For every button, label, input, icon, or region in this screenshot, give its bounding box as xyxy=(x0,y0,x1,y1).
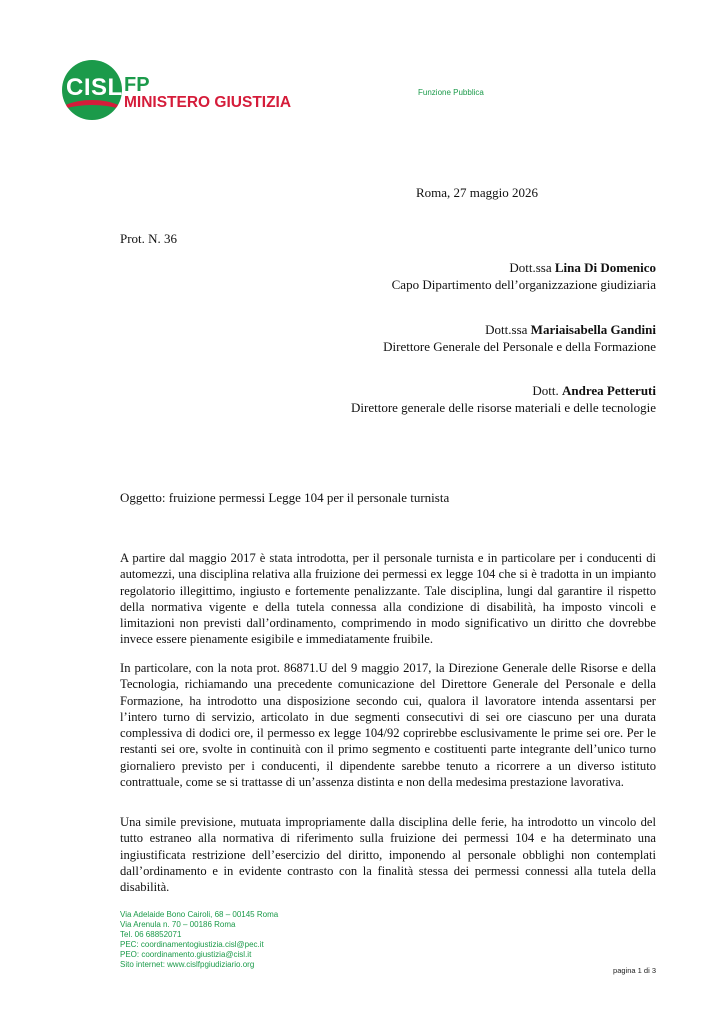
recipient-1-fullname: Lina Di Domenico xyxy=(554,260,656,275)
recipient-1-title: Dott.ssa xyxy=(509,260,552,275)
recipient-2-name xyxy=(485,321,656,339)
logo-cisl-text: CISL xyxy=(66,74,123,101)
footer-contacts xyxy=(120,910,278,970)
body-paragraph-3: Una simile previsione, mutuata impropriamente dalla disciplina delle ferie, ha introdotto un vincolo del tutto estraneo alla normativa di riferimento sulla fruizione dei permessi 104 e ha determinato una ingiustificata restrizione dell’esercizio del diritto, imponendo al personale obblighi non contemplati dall’ordinamento e in evidente contrasto con la finalità stessa dei permessi connessi alla tutela della disabilità. xyxy=(120,815,656,895)
footer-phone: Tel. 06 68852071 xyxy=(120,930,182,939)
recipient-2-title: Dott.ssa xyxy=(485,322,528,337)
recipient-2-role: Direttore Generale del Personale e della Formazione xyxy=(383,339,656,354)
place-date: Roma, 27 maggio 2026 xyxy=(416,185,539,200)
recipient-3-name xyxy=(532,382,656,400)
body-paragraph-1: A partire dal maggio 2017 è stata introdotta, per il personale turnista e in particolare per i conducenti di automezzi, una disciplina relativa alla fruizione dei permessi ex legge 104 che si è tradotta in un impianto regolatorio illegittimo, ingiusto e fortemente penalizzante. Tale disciplina, lungi dal garantire il rispetto della normativa vigente e della tutela connessa alla condizione di disabilità, ha imposto vincoli e limitazioni non previsti dall’ordinamento, comprimendo in modo significativo un diritto che dovrebbe invece essere pienamente esigibile e immediatamente fruibile. xyxy=(120,551,656,647)
logo-ministry-text: MINISTERO GIUSTIZIA xyxy=(124,94,292,111)
recipient-3-fullname: Andrea Petteruti xyxy=(562,383,656,398)
protocol-number: Prot. N. 36 xyxy=(120,231,178,246)
logo-fp-text: FP xyxy=(124,74,150,96)
cisl-fp-logo xyxy=(62,60,292,126)
recipient-1-role: Capo Dipartimento dell’organizzazione giudiziaria xyxy=(391,277,656,292)
letter-subject: Oggetto: fruizione permessi Legge 104 per il personale turnista xyxy=(120,490,450,505)
footer-peo: PEO: coordinamento.giustizia@cisl.it xyxy=(120,950,252,959)
department-label: Funzione Pubblica xyxy=(418,88,484,97)
footer-pec: PEC: coordinamentogiustizia.cisl@pec.it xyxy=(120,940,264,949)
footer-address-1: Via Adelaide Bono Cairoli, 68 – 00145 Roma xyxy=(120,910,279,919)
recipient-1-name xyxy=(509,259,656,277)
footer-website: Sito internet: www.cislfpgiudiziario.org xyxy=(120,960,255,969)
logo-swoosh xyxy=(62,100,122,120)
footer-address-2: Via Arenula n. 70 – 00186 Roma xyxy=(120,920,236,929)
recipient-3-role: Direttore generale delle risorse materiali e delle tecnologie xyxy=(351,400,656,415)
page-number: pagina 1 di 3 xyxy=(613,966,656,975)
recipient-2-fullname: Mariaisabella Gandini xyxy=(530,322,656,337)
body-paragraph-2: In particolare, con la nota prot. 86871.U del 9 maggio 2017, la Direzione Generale delle Risorse e della Tecnologia, richiamando una precedente comunicazione del Direttore Generale del Personale e della Formazione, ha introdotto una disposizione secondo cui, qualora il lavoratore intenda assentarsi per l’intero turno di servizio, articolato in due segmenti consecutivi di sei ore ciascuno per una durata complessiva di dodici ore, il permesso ex legge 104/92 coprirebbe esclusivamente le prime sei ore. Per le restanti sei ore, svolte in continuità con il primo segmento e costituenti parte integrante dell’unico turno giornaliero previsto per i conducenti, il dipendente sarebbe tenuto a ricorrere a un diverso istituto contrattuale, come se si trattasse di un’assenza distinta e non della medesima prestazione lavorativa. xyxy=(120,661,656,790)
recipient-3-title: Dott. xyxy=(532,383,559,398)
